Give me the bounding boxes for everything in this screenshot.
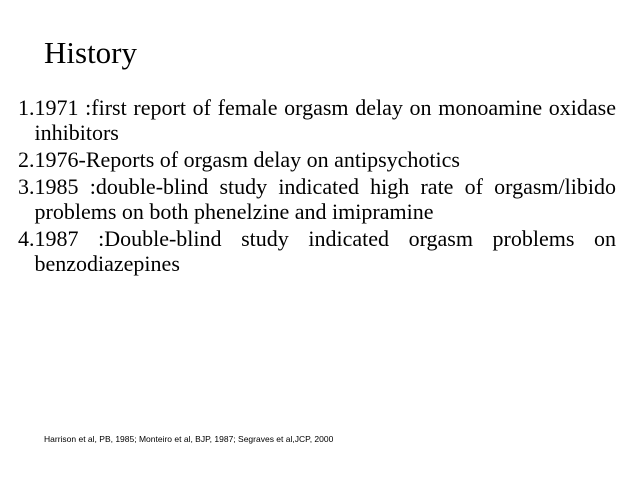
list-item-number: 1. [18,95,35,120]
list-item-number: 4. [18,226,35,251]
history-list [18,95,616,278]
list-item-number: 2. [18,147,35,172]
list-item [18,174,616,224]
list-item-text: 1985 :double-blind study indicated high rate of orgasm/libido problems on both phenelzine and imipramine [34,174,616,224]
list-item-text: 1976-Reports of orgasm delay on antipsychotics [34,147,460,172]
slide-title: History [44,35,137,70]
list-item-number: 3. [18,174,35,199]
list-item [18,95,616,145]
list-item-text: 1987 :Double-blind study indicated orgasm problems on benzodiazepines [34,226,616,276]
list-item [18,226,616,276]
references-footnote: Harrison et al, PB, 1985; Monteiro et al, BJP, 1987; Segraves et al,JCP, 2000 [44,434,334,444]
list-item [18,147,616,172]
list-item-text: 1971 :first report of female orgasm delay on monoamine oxidase inhibitors [34,95,616,145]
